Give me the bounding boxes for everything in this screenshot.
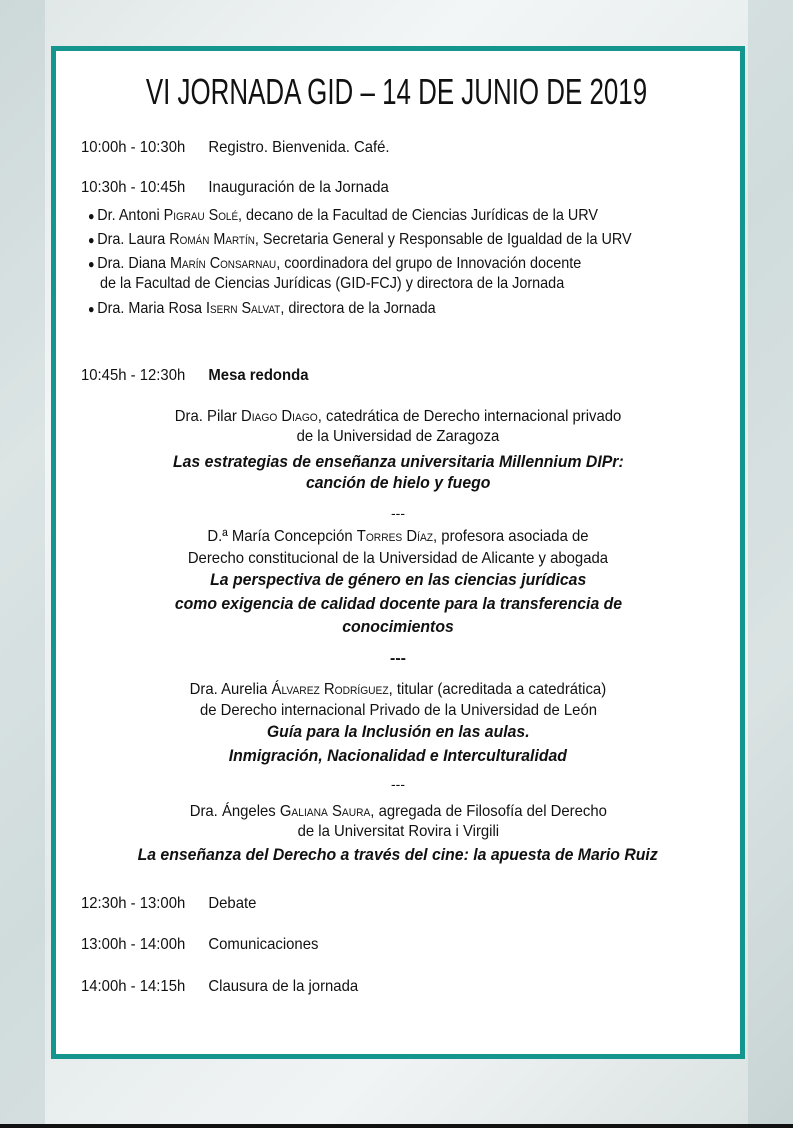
schedule-label: Mesa redonda [208, 367, 309, 384]
separator: --- [391, 776, 405, 792]
speaker-role-continued: de la Facultad de Ciencias Jurídicas (GID-FCJ) y directora de la Jornada [100, 275, 565, 292]
schedule-time: 10:45h - 12:30h [81, 367, 186, 384]
talk-title-line: La perspectiva de género en las ciencias jurídicas [209, 570, 587, 589]
speaker-affiliation [56, 427, 740, 447]
talk-title [56, 845, 740, 865]
schedule-item [81, 178, 389, 198]
schedule-label: Registro. Bienvenida. Café. [208, 139, 390, 156]
speaker-role: , agregada de Filosofía del Derecho [370, 803, 607, 820]
speaker-affiliation [56, 549, 740, 569]
talk-title-line: Inmigración, Nacionalidad e Interculturalidad [228, 746, 568, 765]
talk-title [56, 722, 740, 742]
schedule-time: 14:00h - 14:15h [81, 978, 186, 995]
schedule-time: 10:00h - 10:30h [81, 139, 186, 156]
talk-title-line: Las estrategias de enseñanza universitaria Millennium DIPr: [172, 452, 624, 471]
separator: --- [390, 650, 406, 667]
separator: --- [391, 505, 405, 521]
speaker-surname: Torres Díaz [356, 528, 434, 545]
speaker-role: , Secretaria General y Responsable de Igualdad de la URV [254, 231, 632, 248]
schedule-item [81, 977, 358, 997]
inauguration-speaker [88, 206, 598, 226]
schedule-item [81, 935, 318, 955]
schedule-time: 13:00h - 14:00h [81, 936, 186, 953]
talk-title-line: como exigencia de calidad docente para la transferencia de [174, 594, 622, 613]
speaker-affiliation [56, 822, 740, 842]
speaker-prefix: Dra. Maria Rosa [97, 300, 207, 317]
speaker-surname: Román Martín [169, 231, 255, 248]
speaker-surname: Galiana Saura [279, 803, 371, 820]
bottom-border [0, 1124, 793, 1128]
speaker-affiliation-text: de Derecho internacional Privado de la Universidad de León [199, 702, 597, 719]
background-architecture [748, 0, 793, 1128]
talk-title-line: canción de hielo y fuego [305, 473, 491, 492]
panel-speaker [56, 802, 740, 822]
speaker-role: , decano de la Facultad de Ciencias Jurídicas de la URV [238, 207, 598, 224]
speaker-prefix: Dra. Laura [97, 231, 170, 248]
speaker-surname: Diago Diago [240, 408, 318, 425]
speaker-role: , catedrática de Derecho internacional privado [317, 408, 622, 425]
speaker-affiliation-text: Derecho constitucional de la Universidad de Alicante y abogada [187, 550, 609, 567]
speaker-surname: Pigrau Solé [163, 207, 239, 224]
schedule-item [81, 138, 390, 158]
panel-speaker [56, 680, 740, 700]
talk-title-line: Guía para la Inclusión en las aulas. [266, 722, 530, 741]
schedule-item [81, 366, 308, 386]
speaker-role: , profesora asociada de [433, 528, 589, 545]
bullet-icon: ● [88, 233, 95, 247]
bullet-icon: ● [88, 257, 95, 271]
panel-speaker [56, 407, 740, 427]
schedule-time: 10:30h - 10:45h [81, 179, 186, 196]
speaker-affiliation-text: de la Universitat Rovira i Virgili [297, 823, 499, 840]
speaker-prefix: Dra. Aurelia [189, 681, 272, 698]
speaker-prefix: Dra. Pilar [174, 408, 241, 425]
schedule-label: Comunicaciones [208, 936, 319, 953]
bullet-icon: ● [88, 302, 95, 316]
talk-title [56, 452, 740, 472]
speaker-affiliation-text: de la Universidad de Zaragoza [296, 428, 500, 445]
background-architecture [0, 0, 45, 1128]
page-title: VI JORNADA GID – 14 DE JUNIO DE 2019 [145, 71, 648, 112]
talk-title [56, 594, 740, 614]
schedule-item [81, 894, 256, 914]
speaker-prefix: D.ª María Concepción [207, 528, 357, 545]
talk-title-line: La enseñanza del Derecho a través del cine: la apuesta de Mario Ruiz [137, 845, 659, 864]
inauguration-speaker [88, 254, 581, 274]
panel-speaker [56, 527, 740, 547]
schedule-label: Debate [208, 895, 257, 912]
talk-title-line: conocimientos [342, 617, 454, 636]
inauguration-speaker [88, 230, 632, 250]
speaker-prefix: Dr. Antoni [97, 207, 164, 224]
speaker-prefix: Dra. Ángeles [189, 803, 280, 820]
schedule-time: 12:30h - 13:00h [81, 895, 186, 912]
schedule-label: Clausura de la jornada [208, 978, 359, 995]
speaker-surname: Álvarez Rodríguez [271, 681, 389, 698]
speaker-prefix: Dra. Diana [97, 255, 171, 272]
inauguration-speaker [88, 299, 436, 319]
speaker-role: , coordinadora del grupo de Innovación docente [276, 255, 582, 272]
talk-title [56, 617, 740, 637]
talk-title [56, 473, 740, 493]
schedule-label: Inauguración de la Jornada [208, 179, 389, 196]
bullet-icon: ● [88, 209, 95, 223]
talk-title [56, 570, 740, 590]
speaker-role: , titular (acreditada a catedrática) [388, 681, 607, 698]
speaker-affiliation [56, 701, 740, 721]
speaker-surname: Isern Salvat [206, 300, 281, 317]
speaker-surname: Marín Consarnau [170, 255, 277, 272]
speaker-role: , directora de la Jornada [280, 300, 436, 317]
talk-title [56, 746, 740, 766]
